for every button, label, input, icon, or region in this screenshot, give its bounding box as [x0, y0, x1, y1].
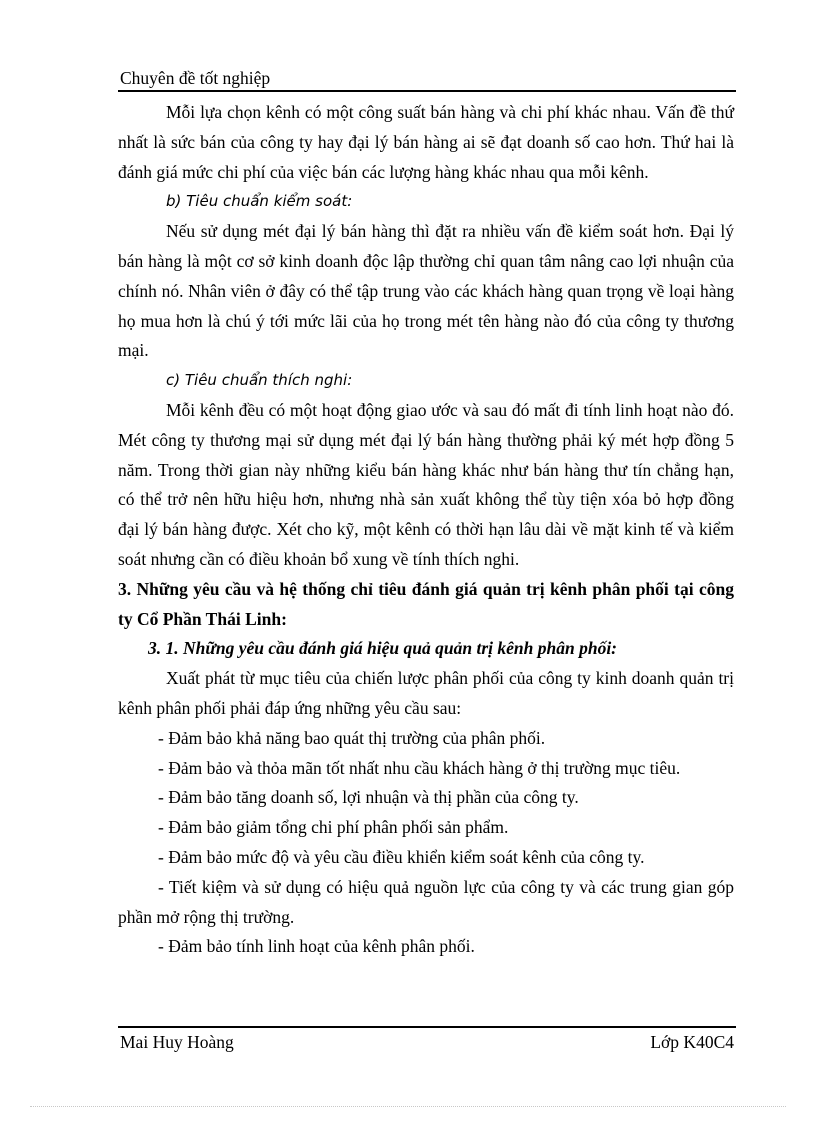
- footer-divider: [118, 1026, 736, 1028]
- list-item: - Tiết kiệm và sử dụng có hiệu quả nguồn lực của công ty và các trung gian góp phần mở rộng thị trường.: [118, 876, 734, 927]
- list-item: - Đảm bảo giảm tổng chi phí phân phối sản phẩm.: [158, 817, 509, 838]
- footer-author: Mai Huy Hoàng: [120, 1032, 234, 1052]
- list-item: - Đảm bảo và thỏa mãn tốt nhất nhu cầu khách hàng ở thị trường mục tiêu.: [158, 757, 681, 778]
- list-item: - Đảm bảo tăng doanh số, lợi nhuận và thị phần của công ty.: [158, 787, 579, 808]
- subheading-adaptability-criteria: c) Tiêu chuẩn thích nghi:: [166, 371, 353, 390]
- footer-class: Lớp K40C4: [650, 1032, 734, 1052]
- list-item: - Đảm bảo mức độ và yêu cầu điều khiển kiểm soát kênh của công ty.: [158, 846, 645, 867]
- section-heading-3: 3. Những yêu cầu và hệ thống chỉ tiêu đánh giá quản trị kênh phân phối tại công ty Cổ Phần Thái Linh:: [118, 578, 734, 629]
- subheading-control-criteria: b) Tiêu chuẩn kiểm soát:: [166, 192, 353, 211]
- page-header-title: Chuyên đề tốt nghiệp: [120, 68, 271, 88]
- paragraph-adaptability: Mỗi kênh đều có một hoạt động giao ước và sau đó mất đi tính linh hoạt nào đó. Mét công ty thương mại sử dụng mét đại lý bán hàng thường phải ký mét hợp đồng 5 năm. Trong thời gian này những kiểu bán hàng khác như bán hàng thư tín chẳng hạn, có thể trở nên hữu hiệu hơn, nhưng nhà sản xuất không thể tùy tiện xóa bỏ hợp đồng đại lý bán hàng được. Xét cho kỹ, một kênh có thời hạn lâu dài về mặt kinh tế và kiểm soát nhưng cần có điều khoản bổ xung về tính thích nghi.: [118, 399, 734, 569]
- page-bottom-border: [30, 1106, 786, 1107]
- list-item: - Đảm bảo khả năng bao quát thị trường của phân phối.: [158, 727, 546, 748]
- document-body: [118, 98, 734, 962]
- paragraph-channel-cost: Mỗi lựa chọn kênh có một công suất bán hàng và chi phí khác nhau. Vấn đề thứ nhất là sức bán của công ty hay đại lý bán hàng ai sẽ đạt doanh số cao hơn. Thứ hai là đánh giá mức chi phí của việc bán các lượng hàng khác nhau qua mỗi kênh.: [118, 102, 734, 182]
- header-divider: [118, 90, 736, 92]
- section-heading-3-1: 3. 1. Những yêu cầu đánh giá hiệu quả quản trị kênh phân phối:: [148, 638, 618, 659]
- paragraph-requirements-intro: Xuất phát từ mục tiêu của chiến lược phân phối của công ty kinh doanh quản trị kênh phân phối phải đáp ứng những yêu cầu sau:: [118, 668, 734, 718]
- list-item: - Đảm bảo tính linh hoạt của kênh phân phối.: [158, 936, 475, 957]
- paragraph-control: Nếu sử dụng mét đại lý bán hàng thì đặt ra nhiều vấn đề kiểm soát hơn. Đại lý bán hàng là một cơ sở kinh doanh độc lập thường chỉ quan tâm nâng cao lợi nhuận của chính nó. Nhân viên ở đây có thể tập trung vào các khách hàng quan trọng về loại hàng họ mua hơn là chú ý tới mức lãi của họ trong mét tên hàng nào đó của công ty thương mại.: [118, 221, 734, 361]
